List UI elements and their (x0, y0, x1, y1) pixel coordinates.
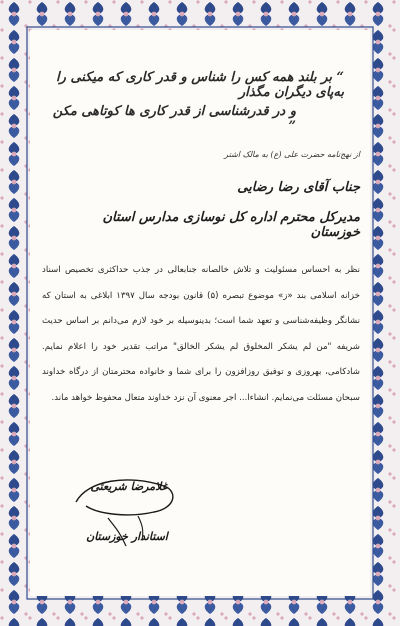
signer-title: استاندار خوزستان (86, 530, 168, 543)
body-paragraph: نظر به احساس مسئولیت و تلاش خالصانه جنابعالی در جذب حداکثری تخصیص اسناد خزانه اسلامی بند «ز» موضوع تبصره (۵) قانون بودجه سال ۱۳۹۷ ابلاغی به استان که نشانگر وظیفه‌شناسی و تعهد شما است؛ بدینوسیله بر خود لازم می‌دانم بر اساس حدیث شریفه "من لم یشکر المخلوق لم یشکر الخالق" مراتب تقدیر خود را اعلام نمایم. شادکامی، بهروزی و توفیق روزافزون را برای شما و خانواده محترمتان از درگاه خداوند سبحان مسئلت می‌نمایم. انشاءا... اجر معنوی آن نزد خداوند متعال محفوظ خواهد ماند. (42, 265, 360, 403)
recipient-name: جناب آقای رضا رضایی (237, 180, 360, 195)
recipient-title: مدیرکل محترم اداره کل نوسازی مدارس استان خوزستان (102, 210, 360, 240)
letter-content (30, 30, 370, 596)
motto-attribution: از نهج‌نامه حضرت علی (ع) به مالک اشتر (224, 150, 360, 159)
signature-block (68, 460, 188, 560)
signature-scribble (68, 460, 188, 560)
motto-line-2: و در قدرشناسی از قدر کاری ها کوتاهی مکن ” (52, 104, 296, 134)
letter-body (42, 258, 360, 411)
motto-line-1: “ بر بلند همه کس را شناس و قدر کاری که میکنی را به‌پای دیگران مگذار (56, 70, 344, 100)
signer-name: غلامرضا شریعتی (90, 480, 168, 493)
